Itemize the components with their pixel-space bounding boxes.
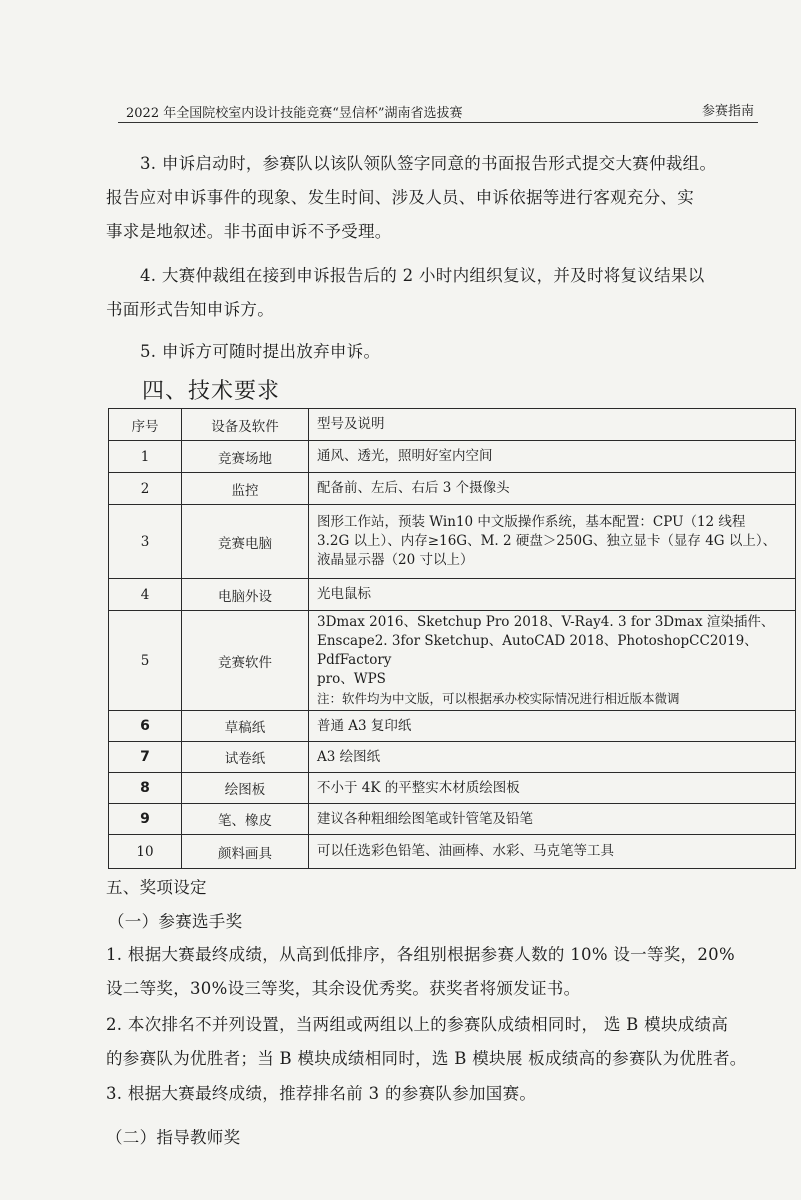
row-no: 6 [109, 711, 182, 742]
row-item: 草稿纸 [182, 711, 309, 742]
row-desc [309, 611, 796, 711]
row-item: 竞赛场地 [182, 441, 309, 473]
table-row [109, 611, 796, 711]
paragraph-line: 2. 本次排名不并列设置，当两组或两组以上的参赛队成绩相同时， 选 B 模块成绩高 [106, 1015, 729, 1034]
row-item: 竞赛软件 [182, 611, 309, 711]
header-cell-item: 设备及软件 [182, 409, 309, 441]
table-row [109, 711, 796, 742]
row-no: 7 [109, 742, 182, 773]
paragraph-line: 事求是地叙述。非书面申诉不予受理。 [106, 222, 392, 241]
row-item: 电脑外设 [182, 579, 309, 611]
row-item: 监控 [182, 473, 309, 505]
page-header [118, 100, 758, 123]
row-no: 9 [109, 804, 182, 835]
header-title: 2022 年全国院校室内设计技能竞赛“昱信杯”湖南省选拔赛 [126, 106, 463, 121]
row-desc: 配备前、左后、右后 3 个摄像头 [309, 473, 796, 505]
row-item: 笔、橡皮 [182, 804, 309, 835]
table-row [109, 742, 796, 773]
header-cell-no: 序号 [109, 409, 182, 441]
subsection-title: （一）参赛选手奖 [108, 912, 243, 931]
row-desc: A3 绘图纸 [309, 742, 796, 773]
paragraph-line: 书面形式告知申诉方。 [106, 300, 274, 319]
desc-line: 3.2G 以上）、内存≥16G、M. 2 硬盘＞250G、独立显卡（显存 4G 以上）、 [317, 533, 777, 549]
desc-line: 图形工作站，预装 Win10 中文版操作系统，基本配置：CPU（12 线程 [317, 514, 746, 530]
paragraph-line: 4. 大赛仲裁组在接到申诉报告后的 2 小时内组织复议，并及时将复议结果以 [140, 266, 705, 285]
row-no: 8 [109, 773, 182, 804]
desc-line: 液晶显示器（20 寸以上） [317, 552, 474, 568]
subsection-title: （二）指导教师奖 [106, 1128, 241, 1147]
paragraph-line: 报告应对申诉事件的现象、发生时间、涉及人员、申诉依据等进行客观充分、实 [106, 188, 694, 207]
paragraph-line: 3. 申诉启动时，参赛队以该队领队签字同意的书面报告形式提交大赛仲裁组。 [140, 154, 717, 173]
row-desc [309, 505, 796, 579]
table-row [109, 473, 796, 505]
row-desc: 通风、透光，照明好室内空间 [309, 441, 796, 473]
row-no: 4 [109, 579, 182, 611]
row-item: 颜料画具 [182, 835, 309, 869]
row-desc: 光电鼠标 [309, 579, 796, 611]
paragraph-line: 设二等奖，30%设三等奖，其余设优秀奖。获奖者将颁发证书。 [106, 979, 581, 998]
table-header-row [109, 409, 796, 441]
desc-line: 3Dmax 2016、Sketchup Pro 2018、V-Ray4. 3 for 3Dmax 渲染插件、 [317, 614, 775, 630]
table-row [109, 505, 796, 579]
row-item: 绘图板 [182, 773, 309, 804]
desc-line: pro、WPS [317, 671, 386, 687]
table-row [109, 579, 796, 611]
row-item: 试卷纸 [182, 742, 309, 773]
row-no: 3 [109, 505, 182, 579]
table-row [109, 835, 796, 869]
desc-line: Enscape2. 3for Sketchup、AutoCAD 2018、PhotoshopCC2019、PdfFactory [317, 633, 758, 668]
row-desc: 可以任选彩色铅笔、油画棒、水彩、马克笔等工具 [309, 835, 796, 869]
header-cell-desc: 型号及说明 [309, 409, 796, 441]
row-no: 1 [109, 441, 182, 473]
table-row [109, 773, 796, 804]
tech-requirements-table [108, 408, 796, 869]
section-title-tech: 四、技术要求 [142, 379, 281, 404]
row-no: 5 [109, 611, 182, 711]
paragraph-line: 3. 根据大赛最终成绩，推荐排名前 3 的参赛队参加国赛。 [106, 1084, 537, 1103]
row-no: 2 [109, 473, 182, 505]
paragraph-line: 的参赛队为优胜者；当 B 模块成绩相同时，选 B 模块展 板成绩高的参赛队为优胜者。 [106, 1049, 747, 1068]
row-desc: 不小于 4K 的平整实木材质绘图板 [309, 773, 796, 804]
header-section: 参赛指南 [701, 104, 754, 119]
paragraph-line: 5. 申诉方可随时提出放弃申诉。 [140, 342, 381, 361]
row-desc: 建议各种粗细绘图笔或针管笔及铅笔 [309, 804, 796, 835]
table-row [109, 441, 796, 473]
row-desc: 普通 A3 复印纸 [309, 711, 796, 742]
section-title-awards: 五、奖项设定 [106, 878, 207, 897]
row-item: 竞赛电脑 [182, 505, 309, 579]
row-no: 10 [109, 835, 182, 869]
desc-note: 注：软件均为中文版，可以根据承办校实际情况进行相近版本微调 [317, 691, 680, 706]
paragraph-line: 1. 根据大赛最终成绩，从高到低排序，各组别根据参赛人数的 10% 设一等奖，20% [106, 945, 735, 964]
table-row [109, 804, 796, 835]
